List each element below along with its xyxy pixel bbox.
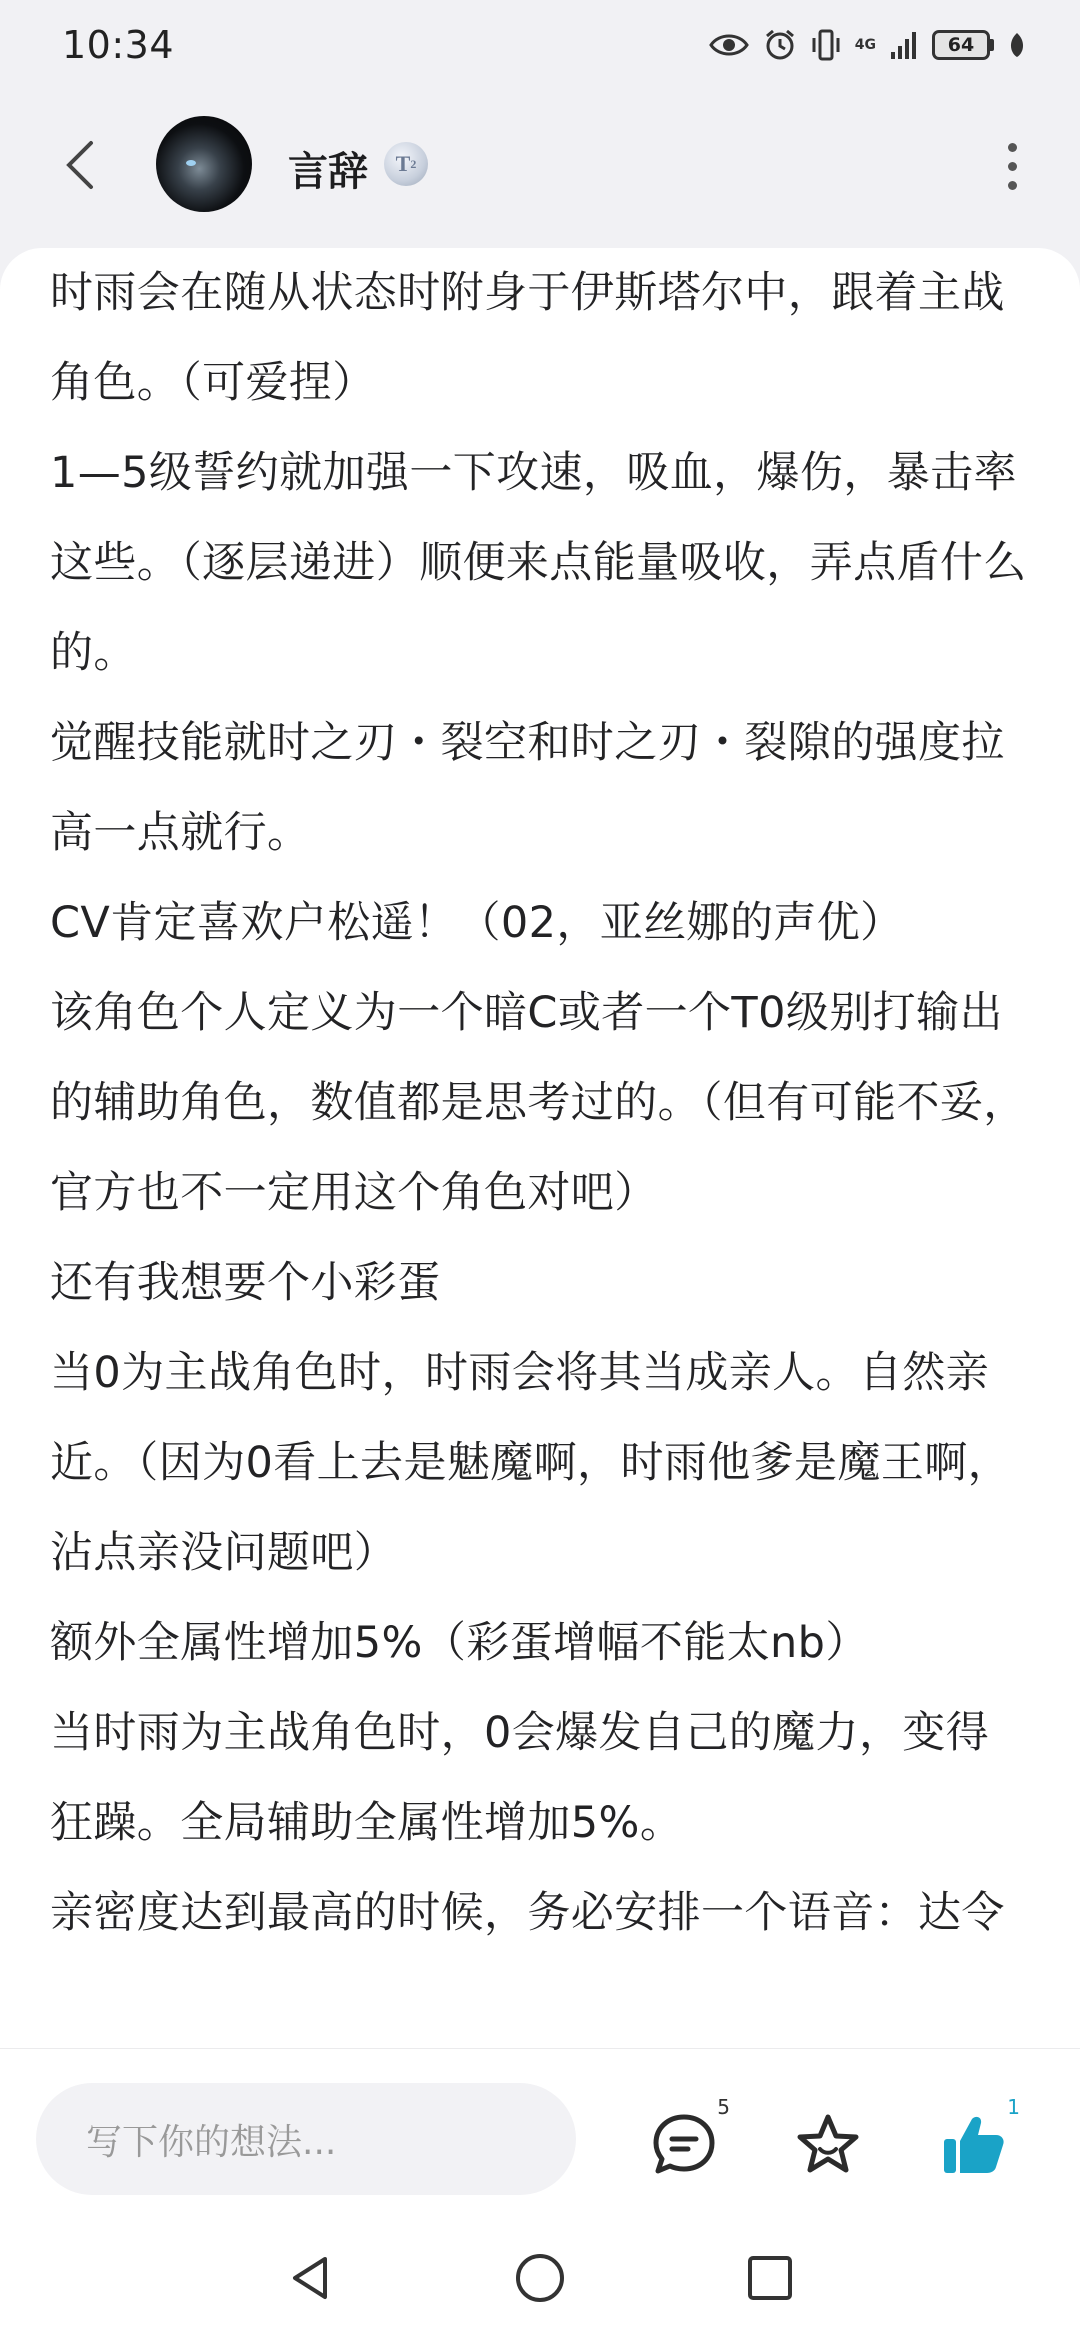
battery-icon [932, 30, 994, 60]
post-paragraph: 当0为主战角色时，时雨会将其当成亲人。自然亲近。（因为0看上去是魅魔啊，时雨他爹是魔王啊，沾点亲没问题吧） [50, 1348, 1012, 1578]
vibrate-icon [811, 28, 841, 62]
nav-back-button[interactable] [278, 2246, 342, 2310]
post-header [0, 90, 1080, 240]
post-paragraph: 该角色个人定义为一个暗C或者一个T0级别打输出的辅助角色，数值都是思考过的。（但有可能不妥，官方也不一定用这个角色对吧） [50, 988, 1027, 1218]
star-icon [794, 2111, 862, 2179]
back-arrow-icon [61, 139, 101, 191]
post-paragraph: CV肯定喜欢户松遥！（02，亚丝娜的声优） [50, 898, 904, 948]
back-button[interactable] [48, 132, 114, 198]
post-paragraph: 1—5级誓约就加强一下攻速，吸血，爆伤，暴击率这些。（逐层递进）顺便来点能量吸收，弄点盾什么的。 [50, 448, 1027, 678]
post-paragraph: 亲密度达到最高的时候，务必安排一个语音：达令 [50, 1888, 1005, 1938]
more-vertical-icon [1008, 143, 1017, 152]
badge-level: 2 [410, 156, 417, 171]
favorite-button[interactable] [788, 2105, 868, 2185]
nav-recents-icon [746, 2254, 794, 2302]
avatar[interactable] [156, 116, 252, 212]
nav-back-icon [285, 2253, 335, 2303]
like-count: 1 [1007, 2095, 1020, 2119]
like-button[interactable] [934, 2095, 1020, 2185]
comment-input[interactable]: 写下你的想法... [36, 2083, 576, 2195]
more-options-button[interactable] [992, 136, 1032, 196]
badge-letter: T [395, 151, 411, 176]
more-dot [1008, 162, 1017, 171]
post-paragraph: 还有我想要个小彩蛋 [50, 1258, 441, 1308]
username[interactable]: 言辞 [288, 149, 368, 195]
post-paragraph: 觉醒技能就时之刃・裂空和时之刃・裂隙的强度拉高一点就行。 [50, 718, 1005, 858]
comment-icon [650, 2111, 718, 2179]
more-dot [1008, 181, 1017, 190]
level-badge-icon [384, 142, 428, 186]
nav-home-icon [514, 2252, 566, 2304]
battery-level: 64 [932, 30, 990, 60]
eye-icon [709, 31, 749, 59]
nav-recents-button[interactable] [738, 2246, 802, 2310]
status-icons [709, 28, 1026, 62]
thumbs-up-icon [940, 2111, 1008, 2179]
system-nav-bar [0, 2226, 1080, 2340]
post-paragraph: 当时雨为主战角色时，0会爆发自己的魔力，变得狂躁。全局辅助全属性增加5%。 [50, 1708, 990, 1848]
bottom-action-bar [0, 2048, 1080, 2226]
signal-icon [890, 30, 918, 60]
post-content [0, 248, 1080, 2048]
post-paragraph: 额外全属性增加5%（彩蛋增幅不能太nb） [50, 1618, 869, 1668]
leaf-icon [1008, 31, 1026, 59]
comment-button[interactable] [644, 2095, 730, 2185]
alarm-icon [763, 28, 797, 62]
post-paragraph: 时雨会在随从状态时附身于伊斯塔尔中，跟着主战角色。（可爱捏） [50, 268, 1005, 408]
status-bar [0, 0, 1080, 90]
comment-count: 5 [717, 2095, 730, 2119]
network-type: 4G [854, 37, 876, 53]
nav-home-button[interactable] [508, 2246, 572, 2310]
status-time: 10:34 [62, 23, 175, 67]
